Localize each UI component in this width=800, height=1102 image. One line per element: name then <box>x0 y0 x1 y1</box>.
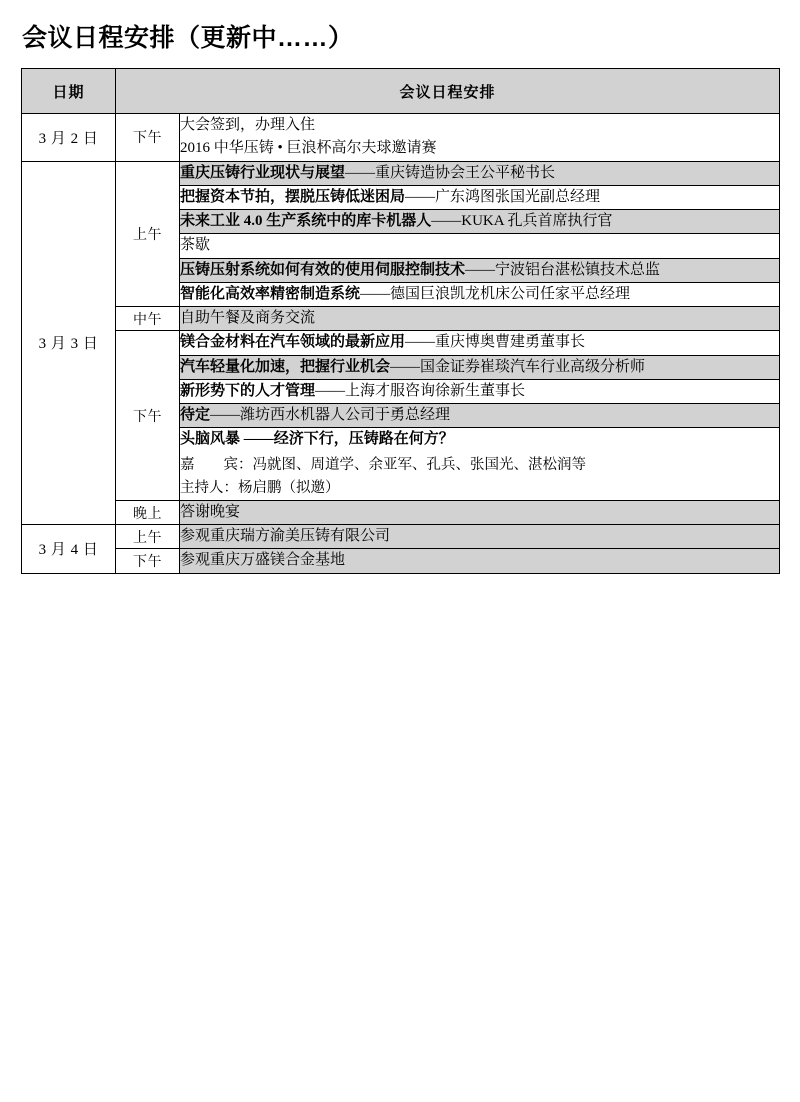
table-row <box>22 161 780 185</box>
content-line: 大会签到，办理入住 <box>180 117 316 133</box>
content-cell <box>180 185 780 209</box>
session-topic: 未来工业 4.0 生产系统中的库卡机器人 <box>180 213 432 229</box>
content-cell <box>180 404 780 428</box>
content-cell <box>180 114 780 162</box>
table-row <box>22 114 780 162</box>
period-cell: 下午 <box>116 549 180 573</box>
session-topic: 把握资本节拍，摆脱压铸低迷困局 <box>180 188 406 205</box>
content-cell <box>180 525 780 549</box>
conference-schedule-table <box>21 68 780 574</box>
session-plain: 答谢晚宴 <box>180 503 241 520</box>
session-topic: 智能化高效率精密制造系统 <box>180 285 361 302</box>
content-cell <box>180 258 780 282</box>
session-speaker: ——德国巨浪凯龙机床公司任家平总经理 <box>360 285 631 302</box>
session-plain: 参观重庆万盛镁合金基地 <box>180 552 346 569</box>
session-speaker: ——重庆铸造协会王公平秘书长 <box>345 164 556 181</box>
table-row <box>22 307 780 331</box>
table-row <box>22 549 780 573</box>
date-cell: 3 月 3 日 <box>22 161 116 525</box>
content-cell <box>180 428 780 501</box>
content-cell <box>180 234 780 258</box>
brainstorm-guests: 嘉 宾：冯就图、周道学、余亚军、孔兵、张国光、湛松润等 <box>180 456 586 473</box>
content-cell <box>180 379 780 403</box>
table-row <box>22 331 780 355</box>
content-cell <box>180 331 780 355</box>
session-speaker: ——KUKA 孔兵首席执行官 <box>431 213 613 229</box>
session-plain: 参观重庆瑞方渝美压铸有限公司 <box>180 528 391 545</box>
period-cell: 下午 <box>116 331 180 501</box>
session-plain: 茶歇 <box>180 237 211 254</box>
brainstorm-host: 主持人：杨启鹏（拟邀） <box>180 479 340 496</box>
content-cell <box>180 282 780 306</box>
content-line: 2016 中华压铸 • 巨浪杯高尔夫球邀请赛 <box>180 140 437 157</box>
table-row <box>22 525 780 549</box>
session-topic: 重庆压铸行业现状与展望 <box>180 164 346 181</box>
session-topic: 镁合金材料在汽车领域的最新应用 <box>180 334 406 351</box>
session-plain: 自助午餐及商务交流 <box>180 310 316 326</box>
session-speaker: ——国金证券崔琰汽车行业高级分析师 <box>390 358 646 375</box>
period-cell: 下午 <box>116 114 180 162</box>
brainstorm-title: 头脑风暴 ——经济下行，压铸路在何方？ <box>180 431 454 448</box>
session-speaker: ——上海才服咨询徐新生董事长 <box>315 382 526 399</box>
session-speaker: ——宁波铝台湛松镇技术总监 <box>465 261 661 278</box>
content-cell <box>180 500 780 524</box>
period-cell: 上午 <box>116 525 180 549</box>
table-row <box>22 500 780 524</box>
content-cell <box>180 549 780 573</box>
period-cell: 中午 <box>116 307 180 331</box>
date-cell: 3 月 4 日 <box>22 525 116 574</box>
session-topic: 压铸压射系统如何有效的使用伺服控制技术 <box>180 261 466 278</box>
page-title: 会议日程安排（更新中……） <box>22 24 354 52</box>
date-cell: 3 月 2 日 <box>22 114 116 162</box>
content-cell <box>180 210 780 234</box>
content-cell <box>180 307 780 331</box>
session-topic: 新形势下的人才管理 <box>180 382 316 399</box>
content-cell <box>180 161 780 185</box>
session-speaker: ——重庆博奥曹建勇董事长 <box>405 334 586 351</box>
session-topic: 汽车轻量化加速，把握行业机会 <box>180 358 391 375</box>
session-speaker: ——潍坊西水机器人公司于勇总经理 <box>210 407 451 423</box>
header-date: 日期 <box>22 69 116 114</box>
header-schedule: 会议日程安排 <box>116 69 780 114</box>
content-cell <box>180 355 780 379</box>
table-header-row <box>22 69 780 114</box>
period-cell: 晚上 <box>116 500 180 524</box>
session-speaker: ——广东鸿图张国光副总经理 <box>405 188 601 205</box>
session-topic: 待定 <box>180 407 211 423</box>
period-cell: 上午 <box>116 161 180 307</box>
